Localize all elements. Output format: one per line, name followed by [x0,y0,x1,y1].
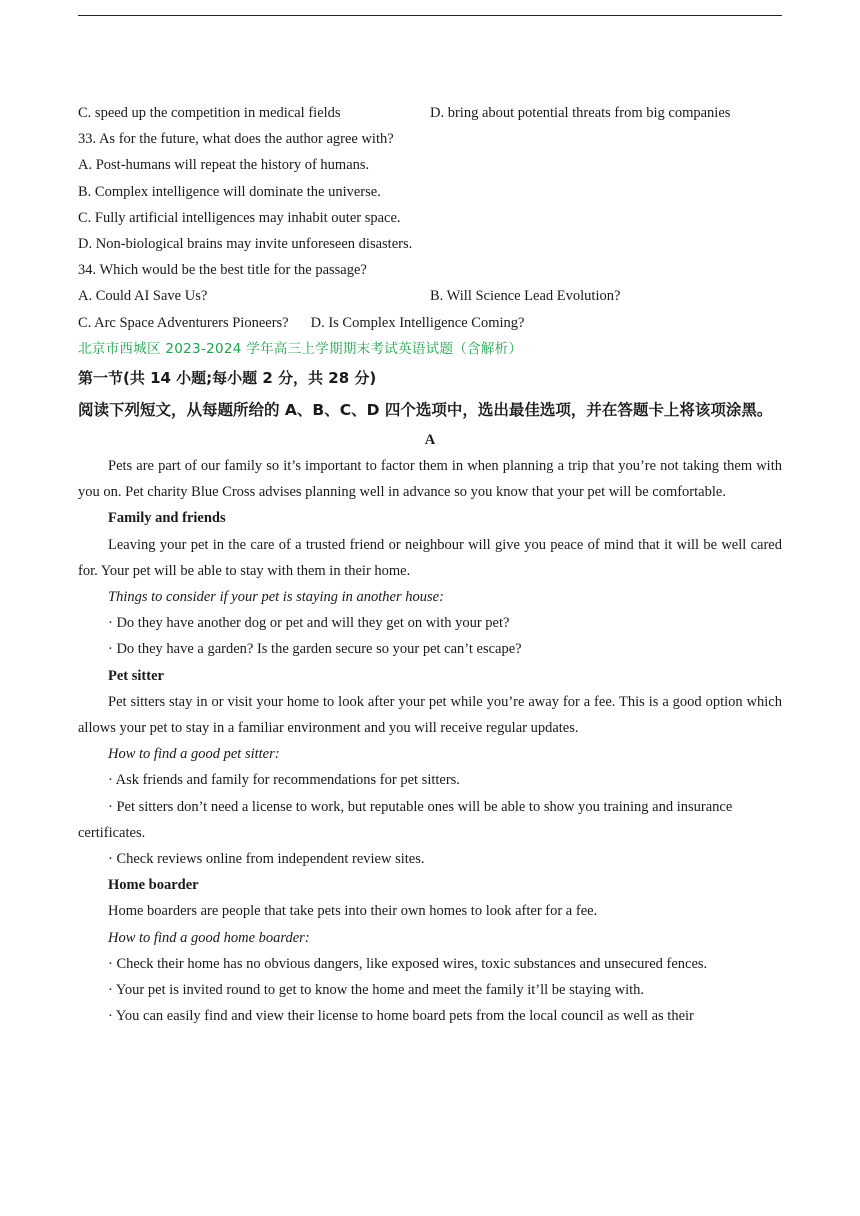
q32-option-c: C. speed up the competition in medical fields [78,105,341,121]
q33-option-b: B. Complex intelligence will dominate the universe. [78,183,381,200]
q33-option-c: C. Fully artificial intelligences may inhabit outer space. [78,209,401,226]
family-subheading: Things to consider if your pet is staying in another house: [108,589,444,606]
q32-option-d: D. bring about potential threats from big companies [430,105,731,121]
sitter-bullet: · Check reviews online from independent review sites. [108,851,425,867]
sitter-bullet: · Pet sitters don’t need a license to work, but reputable ones will be able to show you training and insurance certificates. [78,798,733,841]
family-bullet: · Do they have another dog or pet and will they get on with your pet? [108,615,510,632]
family-bullet: · Do they have a garden? Is the garden secure so your pet can’t escape? [108,641,522,658]
header-rule [78,15,782,16]
q34-option-b: B. Will Science Lead Evolution? [430,288,621,305]
passage-intro: Pets are part of our family so it’s important to factor them in when planning a trip that you’re not taking them with you on. Pet charity Blue Cross advises planning well in advance so you know that your pet will be comfortable. [78,458,782,501]
q33-stem: 33. As for the future, what does the author agree with? [78,131,394,148]
q33-option-d: D. Non-biological brains may invite unforeseen disasters. [78,235,413,252]
q34-stem: 34. Which would be the best title for the passage? [78,262,367,279]
sitter-text: Pet sitters stay in or visit your home to look after your pet while you’re away for a fee. This is a good option which allows your pet to stay in a familiar environment and you will receive regular updates. [78,693,782,737]
boarder-heading: Home boarder [108,877,199,894]
q34-option-c: C. Arc Space Adventurers Pioneers? [78,314,289,331]
boarder-bullet: · You can easily find and view their license to home board pets from the local council as well as their [108,1008,694,1025]
sitter-heading: Pet sitter [108,667,164,684]
boarder-bullet: · Check their home has no obvious dangers, like exposed wires, toxic substances and unsecured fences. [108,955,708,972]
sitter-subheading: How to find a good pet sitter: [108,746,280,763]
instruction: 阅读下列短文，从每题所给的 A、B、C、D 四个选项中，选出最佳选项，并在答题卡上将该项涂黑。 [78,400,773,419]
q34-option-a: A. Could AI Save Us? [78,288,208,305]
boarder-text: Home boarders are people that take pets into their own homes to look after for a fee. [108,903,598,920]
document-body [78,100,782,1029]
sitter-bullet: · Ask friends and family for recommendations for pet sitters. [108,772,460,789]
passage-label: A [424,431,436,448]
family-heading: Family and friends [108,510,226,527]
boarder-bullet: · Your pet is invited round to get to know the home and meet the family it’ll be staying with. [108,981,645,998]
q34-option-d: D. Is Complex Intelligence Coming? [310,314,525,331]
q32-options-cd [78,100,782,126]
boarder-subheading: How to find a good home boarder: [108,929,310,946]
section-heading: 第一节(共 14 小题;每小题 2 分，共 28 分) [78,368,377,387]
q34-options-ab [78,283,782,309]
q33-option-a: A. Post-humans will repeat the history of humans. [78,157,370,174]
source-title: 北京市西城区 2023-2024 学年高三上学期期末考试英语试题（含解析） [78,340,523,357]
family-text: Leaving your pet in the care of a trusted friend or neighbour will give you peace of mind that it will be well cared for. Your pet will be able to stay with them in their home. [78,536,782,579]
q34-options-cd [78,310,782,336]
